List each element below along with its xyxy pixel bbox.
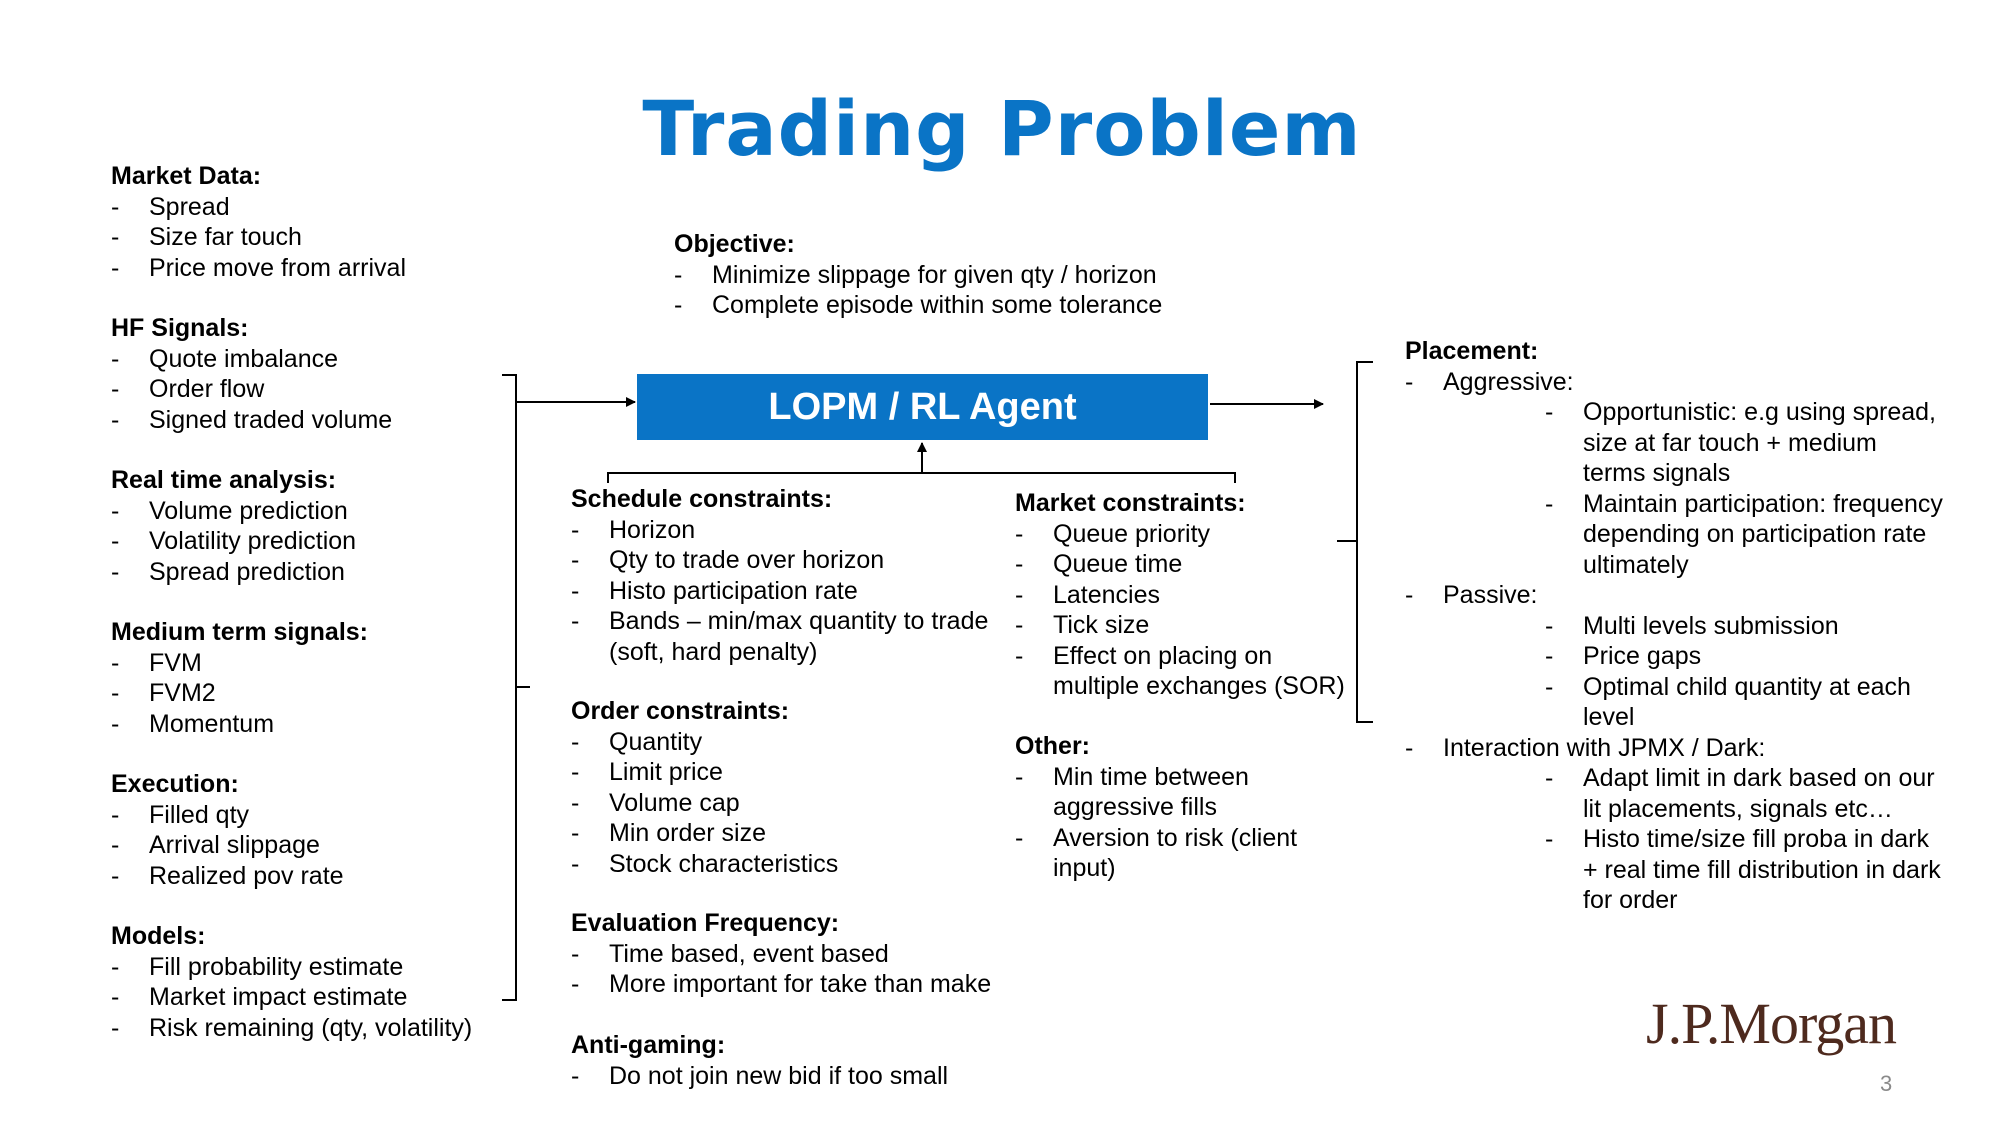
list-item: - Spread prediction (111, 557, 511, 588)
list-item: - Queue priority (1015, 519, 1355, 550)
placement-group-label: Passive: (1443, 581, 1538, 609)
list-item: - Quote imbalance (111, 344, 511, 375)
list-item: - Price move from arrival (111, 253, 511, 284)
list-item: - Latencies (1015, 580, 1355, 611)
list-item: - Market impact estimate (111, 982, 521, 1013)
section-heading: Objective: (674, 230, 795, 258)
list-item: - FVM2 (111, 678, 511, 709)
list-item: - Fill probability estimate (111, 952, 521, 983)
list-item: - Limit price (571, 757, 1011, 788)
section-heading: Execution: (111, 770, 239, 798)
section-heading: Placement: (1405, 337, 1539, 365)
placement-group-label: Aggressive: (1443, 367, 1574, 396)
list-item: - Qty to trade over horizon (571, 545, 1011, 576)
list-item: - Signed traded volume (111, 405, 511, 436)
list-item: - Effect on placing on multiple exchanges (SOR) (1015, 641, 1355, 702)
list-item: - Tick size (1015, 610, 1355, 641)
section-heading: Evaluation Frequency: (571, 909, 840, 937)
list-item: - Quantity (571, 727, 1011, 758)
list-item: - Price gaps (1545, 641, 1945, 672)
list-item: - FVM (111, 648, 511, 679)
list-item: - Multi levels submission (1545, 611, 1945, 642)
list-item: - Volume cap (571, 788, 1011, 819)
section-heading: Models: (111, 922, 206, 950)
list-item: - Maintain participation: frequency depending on participation rate ultimately (1545, 489, 1945, 581)
list-item: - Momentum (111, 709, 511, 740)
list-item: - Minimize slippage for given qty / horizon (674, 260, 1234, 291)
placement-group-label: Interaction with JPMX / Dark: (1443, 733, 1766, 762)
section-heading: Market constraints: (1015, 489, 1246, 517)
list-item: - Do not join new bid if too small (571, 1061, 1011, 1092)
list-item: - Bands – min/max quantity to trade (soft, hard penalty) (571, 606, 1011, 667)
list-item: - Horizon (571, 515, 1011, 546)
list-item: - Arrival slippage (111, 830, 511, 861)
list-item: - Histo participation rate (571, 576, 1011, 607)
list-item: - Optimal child quantity at each level (1545, 672, 1945, 733)
rl-agent-box: LOPM / RL Agent (637, 374, 1208, 440)
list-item: - Queue time (1015, 549, 1355, 580)
list-item: - Time based, event based (571, 939, 1011, 970)
section-heading: HF Signals: (111, 314, 249, 342)
jpmorgan-logo: J.P.Morgan (1646, 991, 1896, 1056)
list-item: - Stock characteristics (571, 849, 1011, 880)
list-item: - Risk remaining (qty, volatility) (111, 1013, 521, 1044)
section-heading: Market Data: (111, 162, 262, 190)
list-item: - Adapt limit in dark based on our lit placements, signals etc… (1545, 763, 1945, 824)
left-inputs-bracket (502, 375, 530, 1000)
placement-bracket (1337, 362, 1373, 722)
list-item: - Complete episode within some tolerance (674, 290, 1234, 321)
section-heading: Schedule constraints: (571, 485, 833, 513)
constraints-bracket (608, 473, 1235, 483)
section-heading: Order constraints: (571, 697, 790, 725)
list-item: - More important for take than make (571, 969, 1011, 1000)
list-item: - Volatility prediction (111, 526, 511, 557)
list-item: - Min time between aggressive fills (1015, 762, 1315, 823)
page-title: Trading Problem (642, 84, 1362, 173)
list-item: - Order flow (111, 374, 511, 405)
list-item: - Aversion to risk (client input) (1015, 823, 1315, 884)
list-item: - Volume prediction (111, 496, 511, 527)
list-item: - Min order size (571, 818, 1011, 849)
page-number: 3 (1880, 1071, 1893, 1096)
list-item: - Size far touch (111, 222, 511, 253)
list-item: - Filled qty (111, 800, 511, 831)
section-heading: Anti-gaming: (571, 1031, 726, 1059)
section-heading: Other: (1015, 732, 1090, 760)
list-item: - Opportunistic: e.g using spread, size at far touch + medium terms signals (1545, 397, 1945, 489)
section-heading: Medium term signals: (111, 618, 368, 646)
list-item: - Realized pov rate (111, 861, 511, 892)
list-item: - Histo time/size fill proba in dark + real time fill distribution in dark for order (1545, 824, 1945, 916)
list-item: - Spread (111, 192, 511, 223)
section-heading: Real time analysis: (111, 466, 337, 494)
